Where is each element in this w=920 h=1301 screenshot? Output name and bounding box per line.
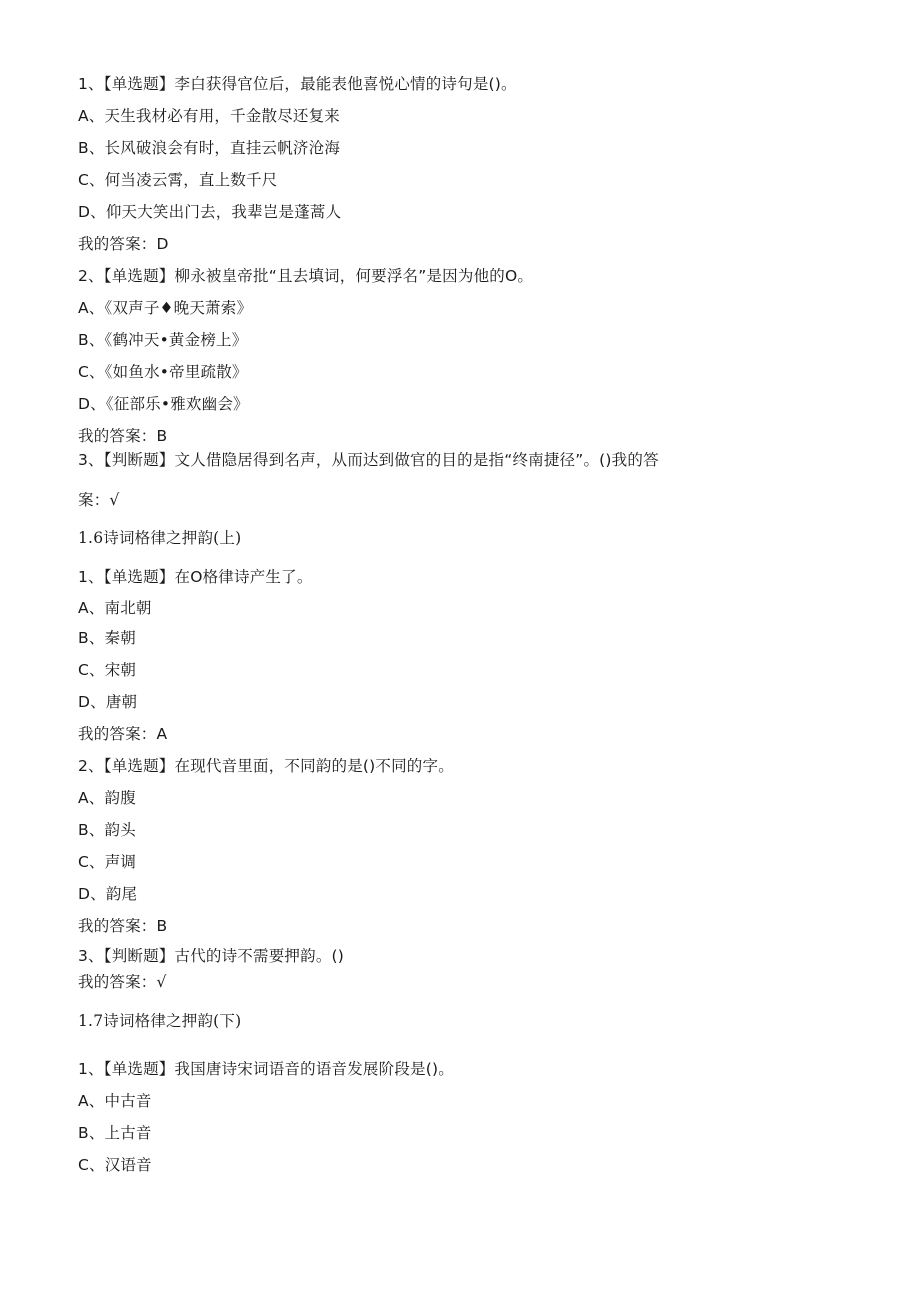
option-c: C、宋朝 — [78, 661, 137, 679]
question-stem: 2、【单选题】柳永被皇帝批“且去填词，何要浮名”是因为他的O。 — [78, 267, 534, 285]
option-a: A、《双声子♦晚天萧索》 — [78, 299, 253, 317]
question-stem: 3、【判断题】文人借隐居得到名声，从而达到做官的目的是指“终南捷径”。()我的答 — [78, 451, 659, 469]
my-answer: 我的答案：B — [78, 427, 168, 445]
my-answer: 我的答案：B — [78, 917, 168, 935]
option-a: A、南北朝 — [78, 599, 152, 617]
my-answer: 我的答案：√ — [78, 973, 167, 991]
option-a: A、韵腹 — [78, 789, 136, 807]
question-stem: 2、【单选题】在现代音里面，不同韵的是()不同的字。 — [78, 757, 454, 775]
question-stem: 3、【判断题】古代的诗不需要押韵。() — [78, 947, 345, 965]
option-b: B、《鹤冲天•黄金榜上》 — [78, 331, 248, 349]
option-c: C、汉语音 — [78, 1156, 152, 1174]
question-stem-continued: 案：√ — [78, 491, 120, 509]
section-heading: 1.6诗词格律之押韵(上) — [78, 529, 242, 547]
option-a: A、天生我材必有用，千金散尽还复来 — [78, 107, 341, 125]
my-answer: 我的答案：D — [78, 235, 169, 253]
option-b: B、长风破浪会有时，直挂云帆济沧海 — [78, 139, 341, 157]
section-heading: 1.7诗词格律之押韵(下) — [78, 1012, 242, 1030]
question-stem: 1、【单选题】我国唐诗宋词语音的语音发展阶段是()。 — [78, 1060, 454, 1078]
option-c: C、何当凌云霄，直上数千尺 — [78, 171, 278, 189]
option-c: C、声调 — [78, 853, 137, 871]
option-d: D、韵尾 — [78, 885, 138, 903]
option-b: B、上古音 — [78, 1124, 152, 1142]
question-stem: 1、【单选题】在O格律诗产生了。 — [78, 568, 313, 586]
option-d: D、《征部乐•雅欢幽会》 — [78, 395, 249, 413]
my-answer: 我的答案：A — [78, 725, 168, 743]
question-stem: 1、【单选题】李白获得官位后，最能表他喜悦心情的诗句是()。 — [78, 75, 517, 93]
option-b: B、秦朝 — [78, 629, 136, 647]
option-d: D、唐朝 — [78, 693, 138, 711]
option-d: D、仰天大笑出门去，我辈岂是蓬蒿人 — [78, 203, 342, 221]
option-a: A、中古音 — [78, 1092, 152, 1110]
option-c: C、《如鱼水•帝里疏散》 — [78, 363, 248, 381]
option-b: B、韵头 — [78, 821, 136, 839]
